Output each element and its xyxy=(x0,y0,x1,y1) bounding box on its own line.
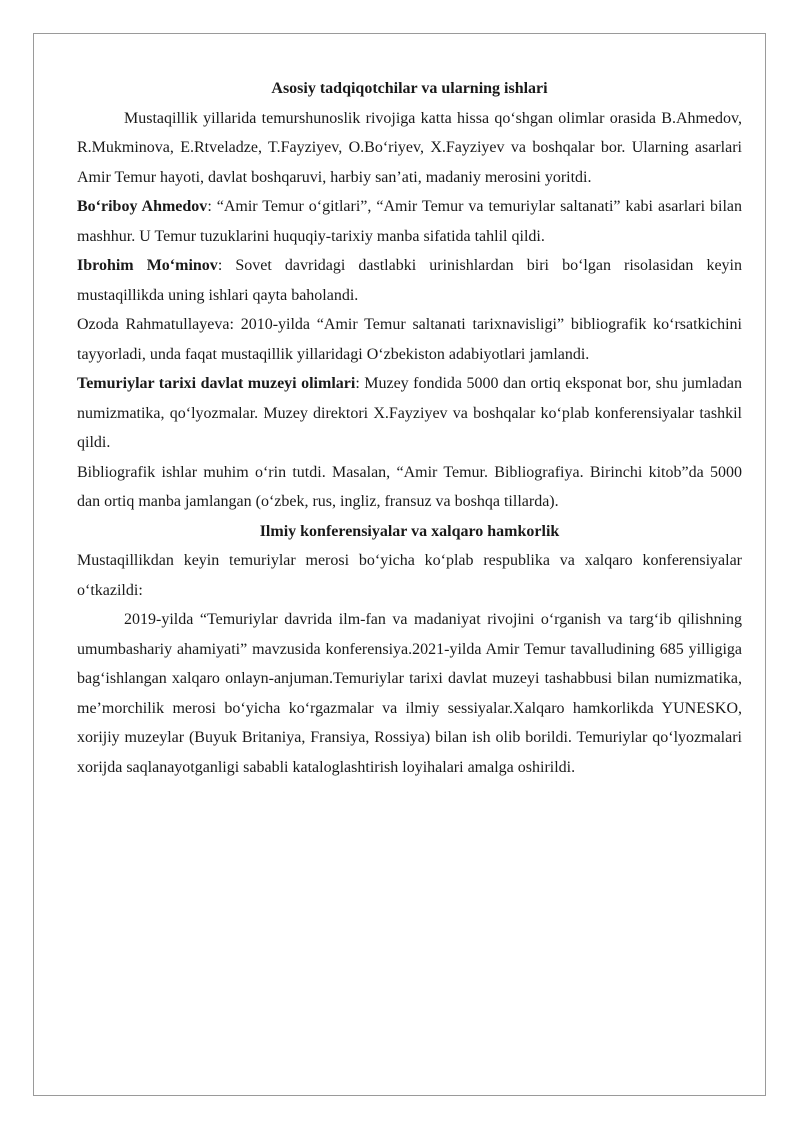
paragraph-ahmedov xyxy=(77,192,742,251)
text-museum: : Muzey fondida 5000 dan ortiq eksponat bor, shu jumladan numizmatika, qo‘lyozmalar. Muzey direktori X.Fayziyev va boshqalar ko‘plab konferensiyalar tashkil qildi. xyxy=(77,375,742,451)
document-body xyxy=(77,74,742,782)
name-ahmedov: Bo‘riboy Ahmedov xyxy=(77,198,208,215)
paragraph-conferences-intro: Mustaqillikdan keyin temuriylar merosi bo‘yicha ko‘plab respublika va xalqaro konferensiyalar o‘tkazildi: xyxy=(77,552,742,599)
paragraph-conferences-body: 2019-yilda “Temuriylar davrida ilm-fan va madaniyat rivojini o‘rganish va targ‘ib qilishning umumbashariy ahamiyati” mavzusida konferensiya.2021-yilda Amir Temur tavalludining 685 yilligiga bag‘ishlangan xalqaro onlayn-anjuman.Temuriylar tarixi davlat muzeyi tashabbusi bilan numizmatika, me’morchilik merosi bo‘yicha ko‘rgazmalar va ilmiy sessiyalar.Xalqaro hamkorlikda YUNESKO, xorijiy muzeylar (Buyuk Britaniya, Fransiya, Rossiya) bilan ish olib borildi. Temuriylar qo‘lyozmalari xorijda saqlanayotganligi sababli kataloglashtirish loyihalari amalga oshirildi. xyxy=(77,611,742,776)
section-heading-researchers: Asosiy tadqiqotchilar va ularning ishlari xyxy=(271,80,548,97)
text-mominov: : Sovet davridagi dastlabki urinishlardan biri bo‘lgan risolasidan keyin mustaqillikda uning ishlari qayta baholandi. xyxy=(77,257,742,304)
name-museum: Temuriylar tarixi davlat muzeyi olimlari xyxy=(77,375,356,392)
paragraph-museum xyxy=(77,369,742,458)
paragraph-rahmatullayeva: Ozoda Rahmatullayeva: 2010-yilda “Amir Temur saltanati tarixnavisligi” bibliografik ko‘rsatkichini tayyorladi, unda faqat mustaqillik yillaridagi O‘zbekiston adabiyotlari jamlandi. xyxy=(77,316,742,363)
paragraph-intro: Mustaqillik yillarida temurshunoslik rivojiga katta hissa qo‘shgan olimlar orasida B.Ahmedov, R.Mukminova, E.Rtveladze, T.Fayziyev, O.Bo‘riyev, X.Fayziyev va boshqalar bor. Ularning asarlari Amir Temur hayoti, davlat boshqaruvi, harbiy san’ati, madaniy merosini yoritdi. xyxy=(77,109,742,186)
paragraph-bibliography: Bibliografik ishlar muhim o‘rin tutdi. Masalan, “Amir Temur. Bibliografiya. Birinchi kitob”da 5000 dan ortiq manba jamlangan (o‘zbek, rus, ingliz, fransuz va boshqa tillarda). xyxy=(77,463,742,510)
section-heading-conferences: Ilmiy konferensiyalar va xalqaro hamkorlik xyxy=(259,522,560,540)
text-ahmedov: : “Amir Temur o‘gitlari”, “Amir Temur va temuriylar saltanati” kabi asarlari bilan mashhur. U Temur tuzuklarini huquqiy-tarixiy manba sifatida tahlil qildi. xyxy=(77,198,743,245)
name-mominov: Ibrohim Mo‘minov xyxy=(77,257,218,274)
paragraph-mominov xyxy=(77,251,742,310)
